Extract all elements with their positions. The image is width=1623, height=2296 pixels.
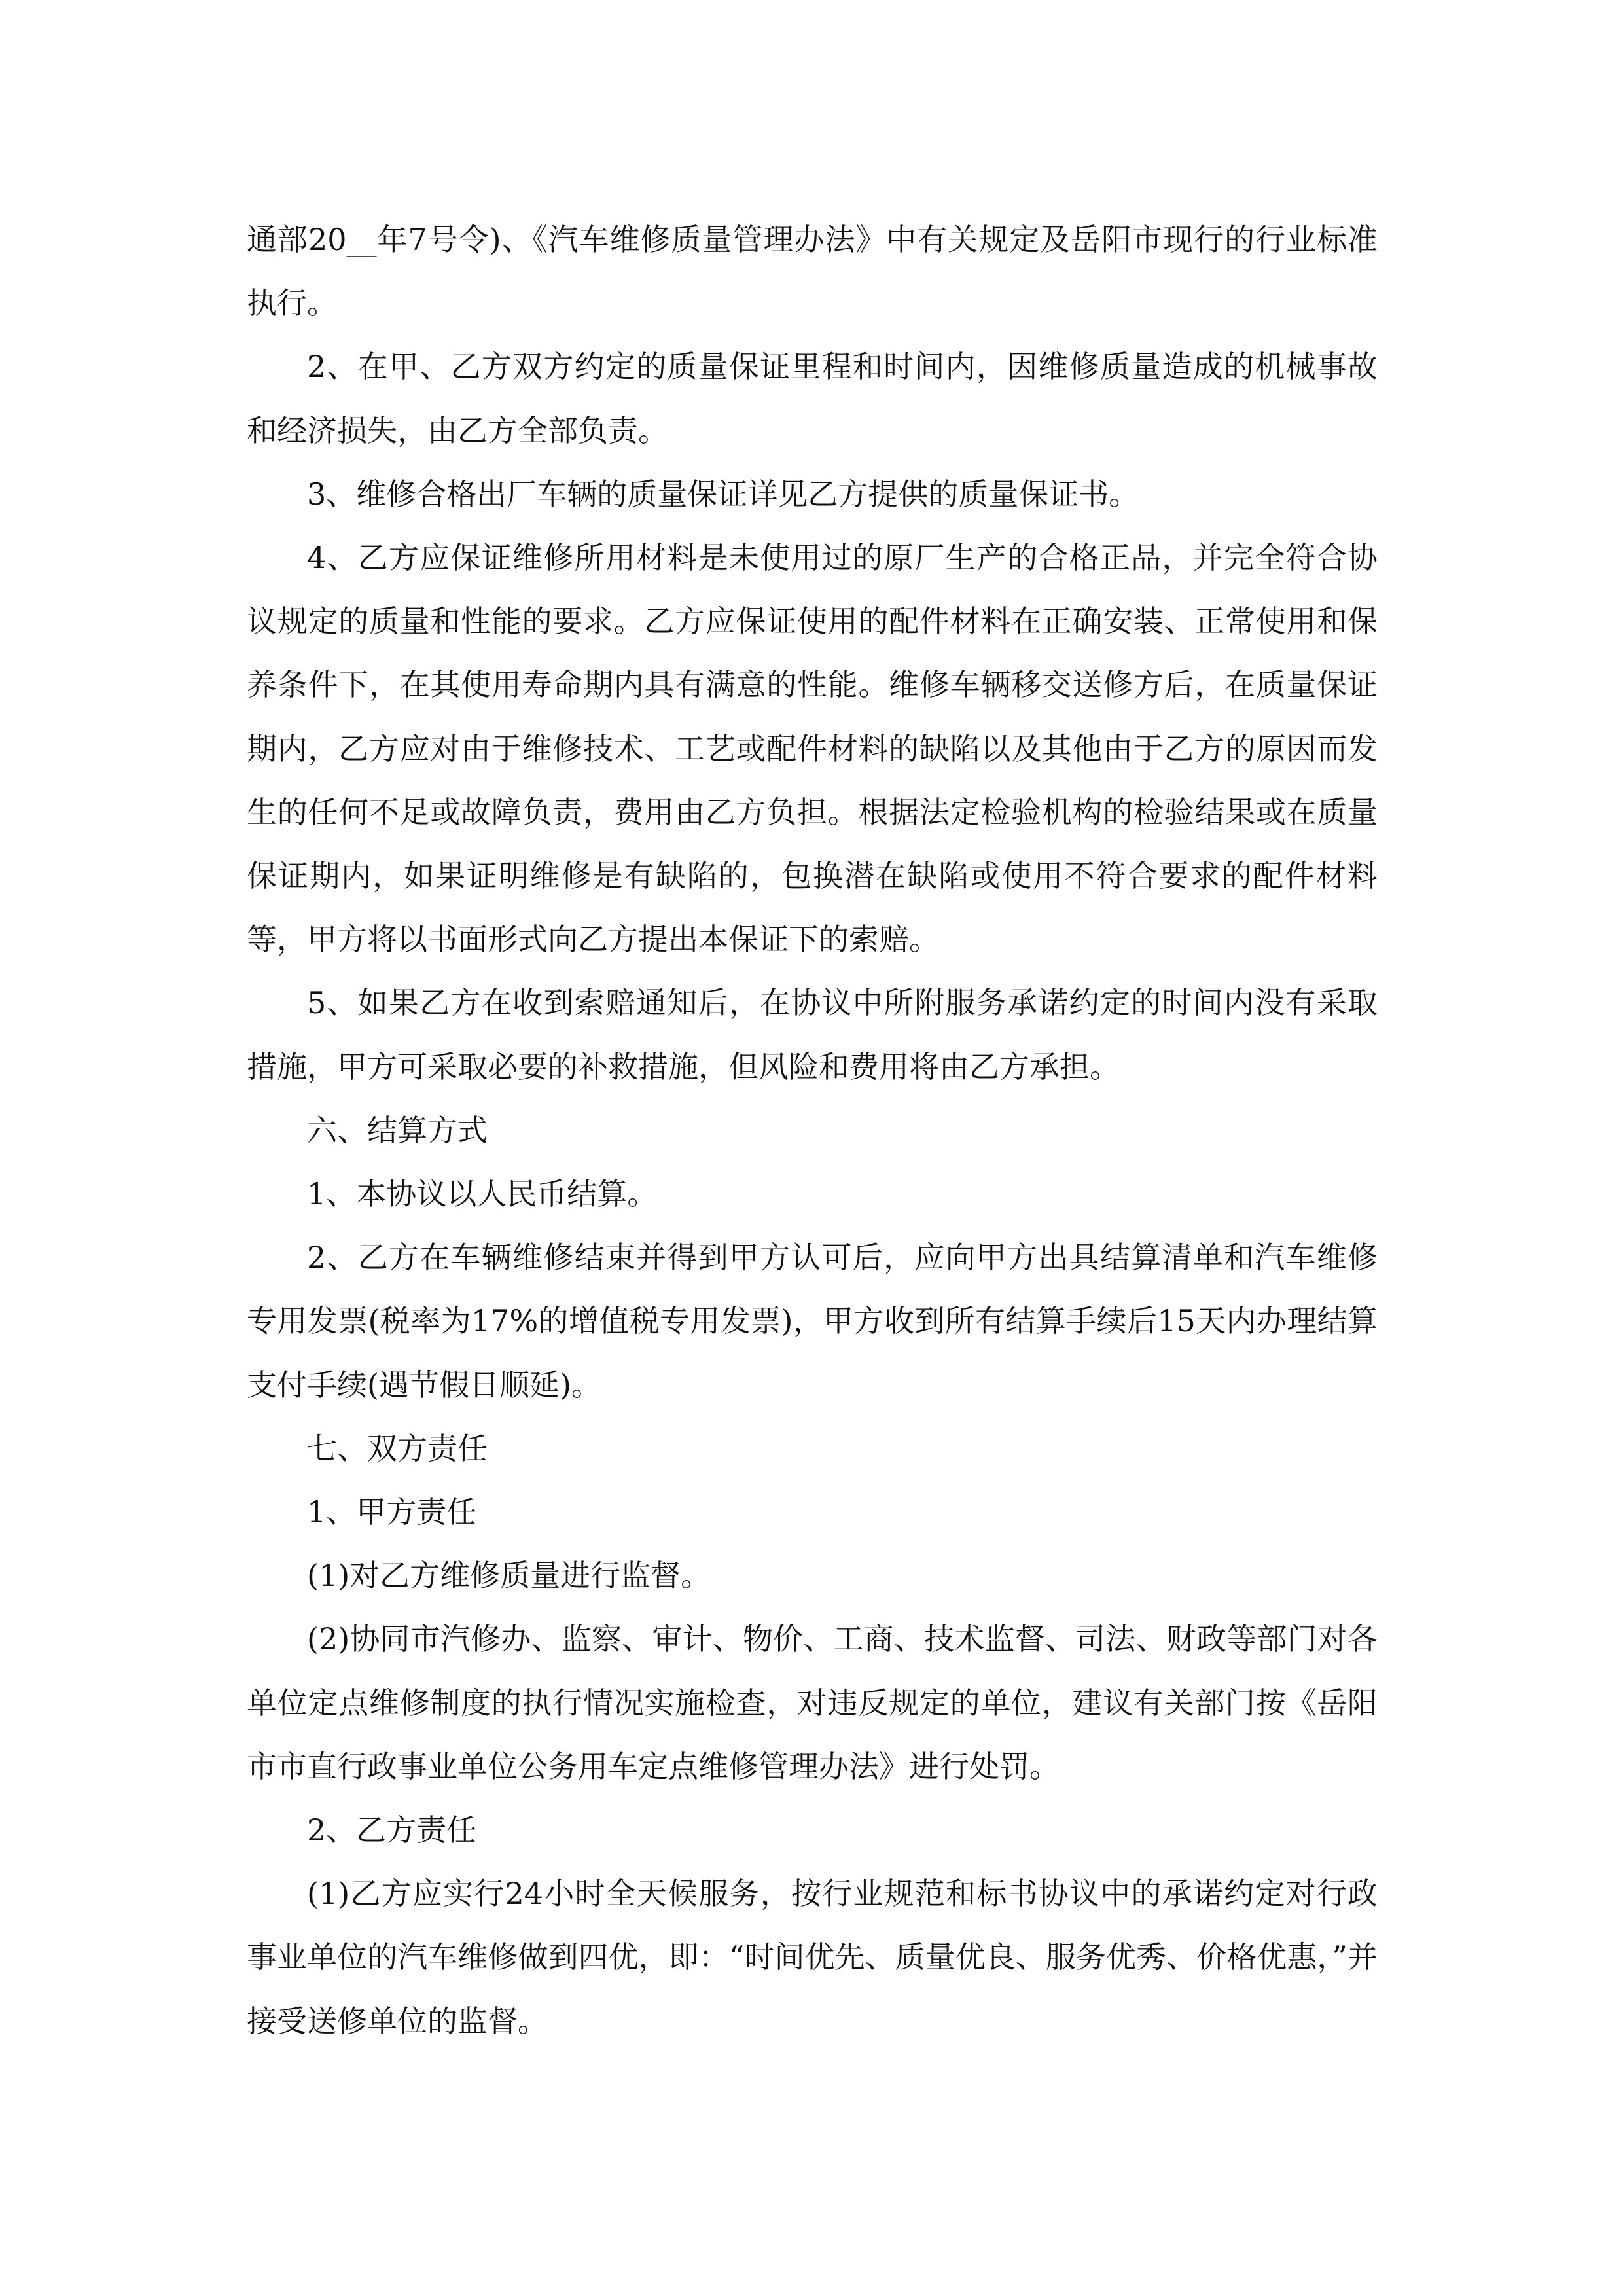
section-heading-responsibilities: 七、双方责任: [307, 1430, 488, 1466]
paragraph-clause-5: 5、如果乙方在收到索赔通知后，在协议中所附服务承诺约定的时间内没有采取措施，甲方可采取必要的补救措施，但风险和费用将由乙方承担。: [247, 985, 1378, 1085]
subheading-party-a: 1、甲方责任: [307, 1494, 477, 1530]
subheading-party-b: 2、乙方责任: [307, 1812, 477, 1848]
paragraph-party-a-1: (1)对乙方维修质量进行监督。: [307, 1558, 711, 1594]
paragraph-clause-2: 2、在甲、乙方双方约定的质量保证里程和时间内，因维修质量造成的机械事故和经济损失，由乙方全部负责。: [247, 349, 1378, 448]
document-page: [247, 208, 1378, 2053]
paragraph-party-a-2: (2)协同市汽修办、监察、审计、物价、工商、技术监督、司法、财政等部门对各单位定点维修制度的执行情况实施检查，对违反规定的单位，建议有关部门按《岳阳市市直行政事业单位公务用车定点维修管理办法》进行处罚。: [247, 1621, 1378, 1784]
paragraph-settlement-2: 2、乙方在车辆维修结束并得到甲方认可后，应向甲方出具结算清单和汽车维修专用发票(税率为17%的增值税专用发票)，甲方收到所有结算手续后15天内办理结算支付手续(遇节假日顺延)。: [247, 1240, 1378, 1403]
paragraph-clause-3: 3、维修合格出厂车辆的质量保证详见乙方提供的质量保证书。: [307, 476, 1139, 512]
paragraph-clause-4: 4、乙方应保证维修所用材料是未使用过的原厂生产的合格正品，并完全符合协议规定的质量和性能的要求。乙方应保证使用的配件材料在正确安装、正常使用和保养条件下，在其使用寿命期内具有满意的性能。维修车辆移交送修方后，在质量保证期内，乙方应对由于维修技术、工艺或配件材料的缺陷以及其他由于乙方的原因而发生的任何不足或故障负责，费用由乙方负担。根据法定检验机构的检验结果或在质量保证期内，如果证明维修是有缺陷的，包换潜在缺陷或使用不符合要求的配件材料等，甲方将以书面形式向乙方提出本保证下的索赔。: [247, 540, 1378, 958]
paragraph-party-b-1: (1)乙方应实行24小时全天候服务，按行业规范和标书协议中的承诺约定对行政事业单位的汽车维修做到四优，即：“时间优先、质量优良、服务优秀、价格优惠，”并接受送修单位的监督。: [247, 1876, 1378, 2039]
section-heading-settlement: 六、结算方式: [307, 1112, 488, 1148]
paragraph-continuation: 通部20__年7号令)、《汽车维修质量管理办法》中有关规定及岳阳市现行的行业标准执行。: [247, 222, 1378, 321]
paragraph-settlement-1: 1、本协议以人民币结算。: [307, 1176, 658, 1212]
